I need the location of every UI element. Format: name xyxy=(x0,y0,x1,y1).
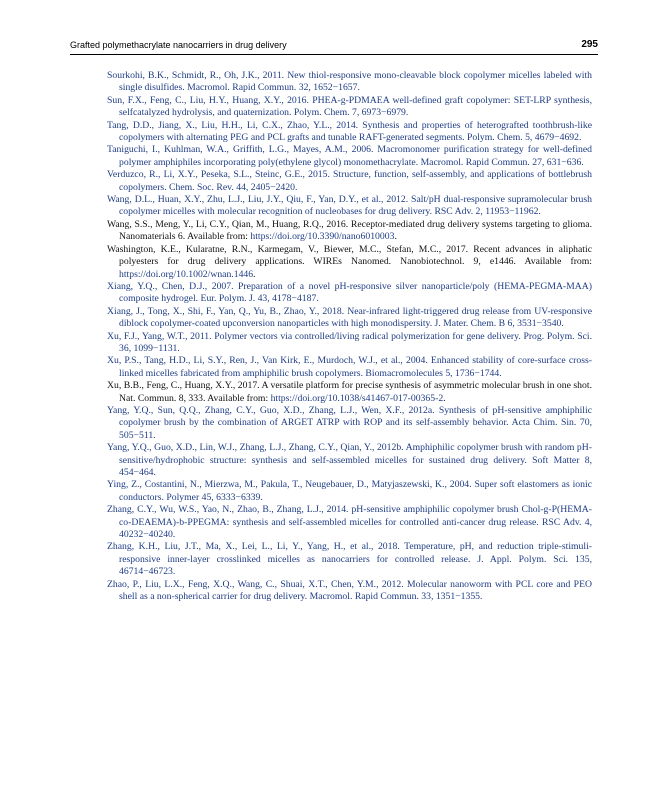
reference-tail: . xyxy=(253,268,256,280)
reference-entry xyxy=(107,70,592,95)
reference-entry xyxy=(107,120,592,145)
reference-entry xyxy=(107,504,592,541)
reference-text: Xiang, J., Tong, X., Shi, F., Yan, Q., Yu, B., Zhao, Y., 2018. Near-infrared light-triggered drug release from UV-responsive diblock copolymer-coated upconversion nanoparticles with high monodispersity. J. Mater. Chem. B 6, 3531−3540. xyxy=(107,305,592,330)
reference-text: Washington, K.E., Kularatne, R.N., Karmegam, V., Biewer, M.C., Stefan, M.C., 2017. Recent advances in aliphatic polyesters for drug delivery applications. WIREs Nanomed. Nanobiotechnol. 9, e1446. Available from: xyxy=(107,243,592,268)
reference-text: Tang, D.D., Jiang, X., Liu, H.H., Li, C.X., Zhao, Y.L., 2014. Synthesis and properties of heterografted toothbrush-like copolymers with alternating PEG and PCL grafts and tunable RAFT-generated segments. Polym. Chem. 5, 4679−4692. xyxy=(107,119,592,144)
reference-entry xyxy=(107,95,592,120)
reference-text: Xiang, Y.Q., Chen, D.J., 2007. Preparation of a novel pH-responsive silver nanoparticle/poly (HEMA-PEGMA-MAA) composite hydrogel. Eur. Polym. J. 43, 4178−4187. xyxy=(107,280,592,305)
reference-text: Xu, P.S., Tang, H.D., Li, S.Y., Ren, J., Van Kirk, E., Murdoch, W.J., et al., 2004. Enhanced stability of core-surface cross-linked micelles fabricated from amphiphilic brush copolymers. Biomacromolecules 5, 1736−1744. xyxy=(107,355,592,379)
doi-link[interactable]: https://doi.org/10.1002/wnan.1446 xyxy=(119,268,254,280)
reference-entry xyxy=(107,219,592,244)
reference-entry xyxy=(107,144,592,169)
reference-entry xyxy=(107,579,592,604)
reference-entry xyxy=(107,169,592,194)
reference-entry xyxy=(107,281,592,306)
reference-text: Ying, Z., Costantini, N., Mierzwa, M., Pakula, T., Neugebauer, D., Matyjaszewski, K., 2004. Super soft elastomers as ionic conductors. Polymer 45, 6333−6339. xyxy=(107,479,592,503)
reference-entry xyxy=(107,306,592,331)
reference-list xyxy=(107,70,592,603)
header-rule xyxy=(70,54,598,55)
reference-text: Zhao, P., Liu, L.X., Feng, X.Q., Wang, C., Shuai, X.T., Chen, Y.M., 2012. Molecular nanoworm with PCL core and PEO shell as a non-spherical carrier for drug delivery. Macromol. Rapid Commun. 33, 1351−1355. xyxy=(107,578,592,603)
reference-entry xyxy=(107,244,592,281)
reference-text: Sun, F.X., Feng, C., Liu, H.Y., Huang, X.Y., 2016. PHEA-g-PDMAEA well-defined graft copolymer: SET-LRP synthesis, selfcatalyzed hydrolysis, and quaternization. Polym. Chem. 7, 6973−6979. xyxy=(107,94,592,119)
reference-text: Zhang, C.Y., Wu, W.S., Yao, N., Zhao, B., Zhang, L.J., 2014. pH-sensitive amphiphilic copolymer brush Chol-g-P(HEMA-co-DEAEMA)-b-PPEGMA: synthesis and self-assembled micelles for controlled anti-cancer drug release. RSC Adv. 4, 40232−40240. xyxy=(107,504,592,541)
reference-text: Xu, B.B., Feng, C., Huang, X.Y., 2017. A versatile platform for precise synthesis of asymmetric molecular brush in one shot. Nat. Commun. 8, 333. Available from: xyxy=(107,380,592,404)
running-head xyxy=(70,40,598,54)
reference-entry xyxy=(107,479,592,504)
reference-text: Sourkohi, B.K., Schmidt, R., Oh, J.K., 2011. New thiol-responsive mono-cleavable block copolymer micelles labeled with single disulfides. Macromol. Rapid Commun. 32, 1652−1657. xyxy=(107,70,592,94)
reference-entry xyxy=(107,355,592,380)
reference-text: Zhang, K.H., Liu, J.T., Ma, X., Lei, L., Li, Y., Yang, H., et al., 2018. Temperature, pH, and reduction triple-stimuli-responsive inner-layer crosslinked micelles as nanocarriers for controlled release. J. Appl. Polym. Sci. 135, 46714−46723. xyxy=(107,541,592,578)
reference-text: Taniguchi, I., Kuhlman, W.A., Griffith, L.G., Mayes, A.M., 2006. Macromonomer purification strategy for well-defined polymer amphiphiles incorporating poly(ethylene glycol) monomethacrylate. Macromol. Rapid Commun. 27, 631−636. xyxy=(107,144,592,168)
reference-text: Wang, S.S., Meng, Y., Li, C.Y., Qian, M., Huang, R.Q., 2016. Receptor-mediated drug delivery systems targeting to glioma. Nanomaterials 6. Available from: xyxy=(107,218,592,243)
reference-text: Xu, F.J., Yang, W.T., 2011. Polymer vectors via controlled/living radical polymerization for gene delivery. Prog. Polym. Sci. 36, 1099−1131. xyxy=(107,330,592,354)
reference-text: Verduzco, R., Li, X.Y., Peseka, S.L., Steinc, G.E., 2015. Structure, function, self-assembly, and applications of bottlebrush copolymers. Chem. Soc. Rev. 44, 2405−2420. xyxy=(107,169,592,193)
reference-tail: . xyxy=(443,392,446,404)
page-number: 295 xyxy=(581,39,598,50)
reference-text: Yang, Y.Q., Guo, X.D., Lin, W.J., Zhang, L.J., Zhang, C.Y., Qian, Y., 2012b. Amphiphilic copolymer brush with random pH-sensitive/hydrophobic structure: synthesis and self-assembled micelles for sustained drug delivery. Soft Matter 8, 454−464. xyxy=(107,442,592,478)
reference-entry xyxy=(107,442,592,479)
reference-entry xyxy=(107,541,592,578)
reference-entry xyxy=(107,405,592,442)
reference-text: Wang, D.L., Huan, X.Y., Zhu, L.J., Liu, J.Y., Qiu, F., Yan, D.Y., et al., 2012. Salt/pH dual-responsive supramolecular brush copolymer micelles with molecular recognition of nucleobases for drug delivery. RSC Adv. 2, 11953−11962. xyxy=(107,194,592,218)
reference-tail: . xyxy=(394,231,397,243)
reference-entry xyxy=(107,380,592,405)
doi-link[interactable]: https://doi.org/10.1038/s41467-017-00365-2 xyxy=(270,392,444,404)
reference-entry xyxy=(107,331,592,356)
running-title: Grafted polymethacrylate nanocarriers in drug delivery xyxy=(70,40,287,50)
reference-entry xyxy=(107,194,592,219)
doi-link[interactable]: https://doi.org/10.3390/nano6010003 xyxy=(250,231,395,243)
reference-text: Yang, Y.Q., Sun, Q.Q., Zhang, C.Y., Guo, X.D., Zhang, L.J., Wen, X.F., 2012a. Synthesis of pH-sensitive amphiphilic copolymer brush by the combination of ARGET ATRP with ROP and its self-assembly behavior. Acta Chim. Sin. 70, 505−511. xyxy=(107,404,592,441)
